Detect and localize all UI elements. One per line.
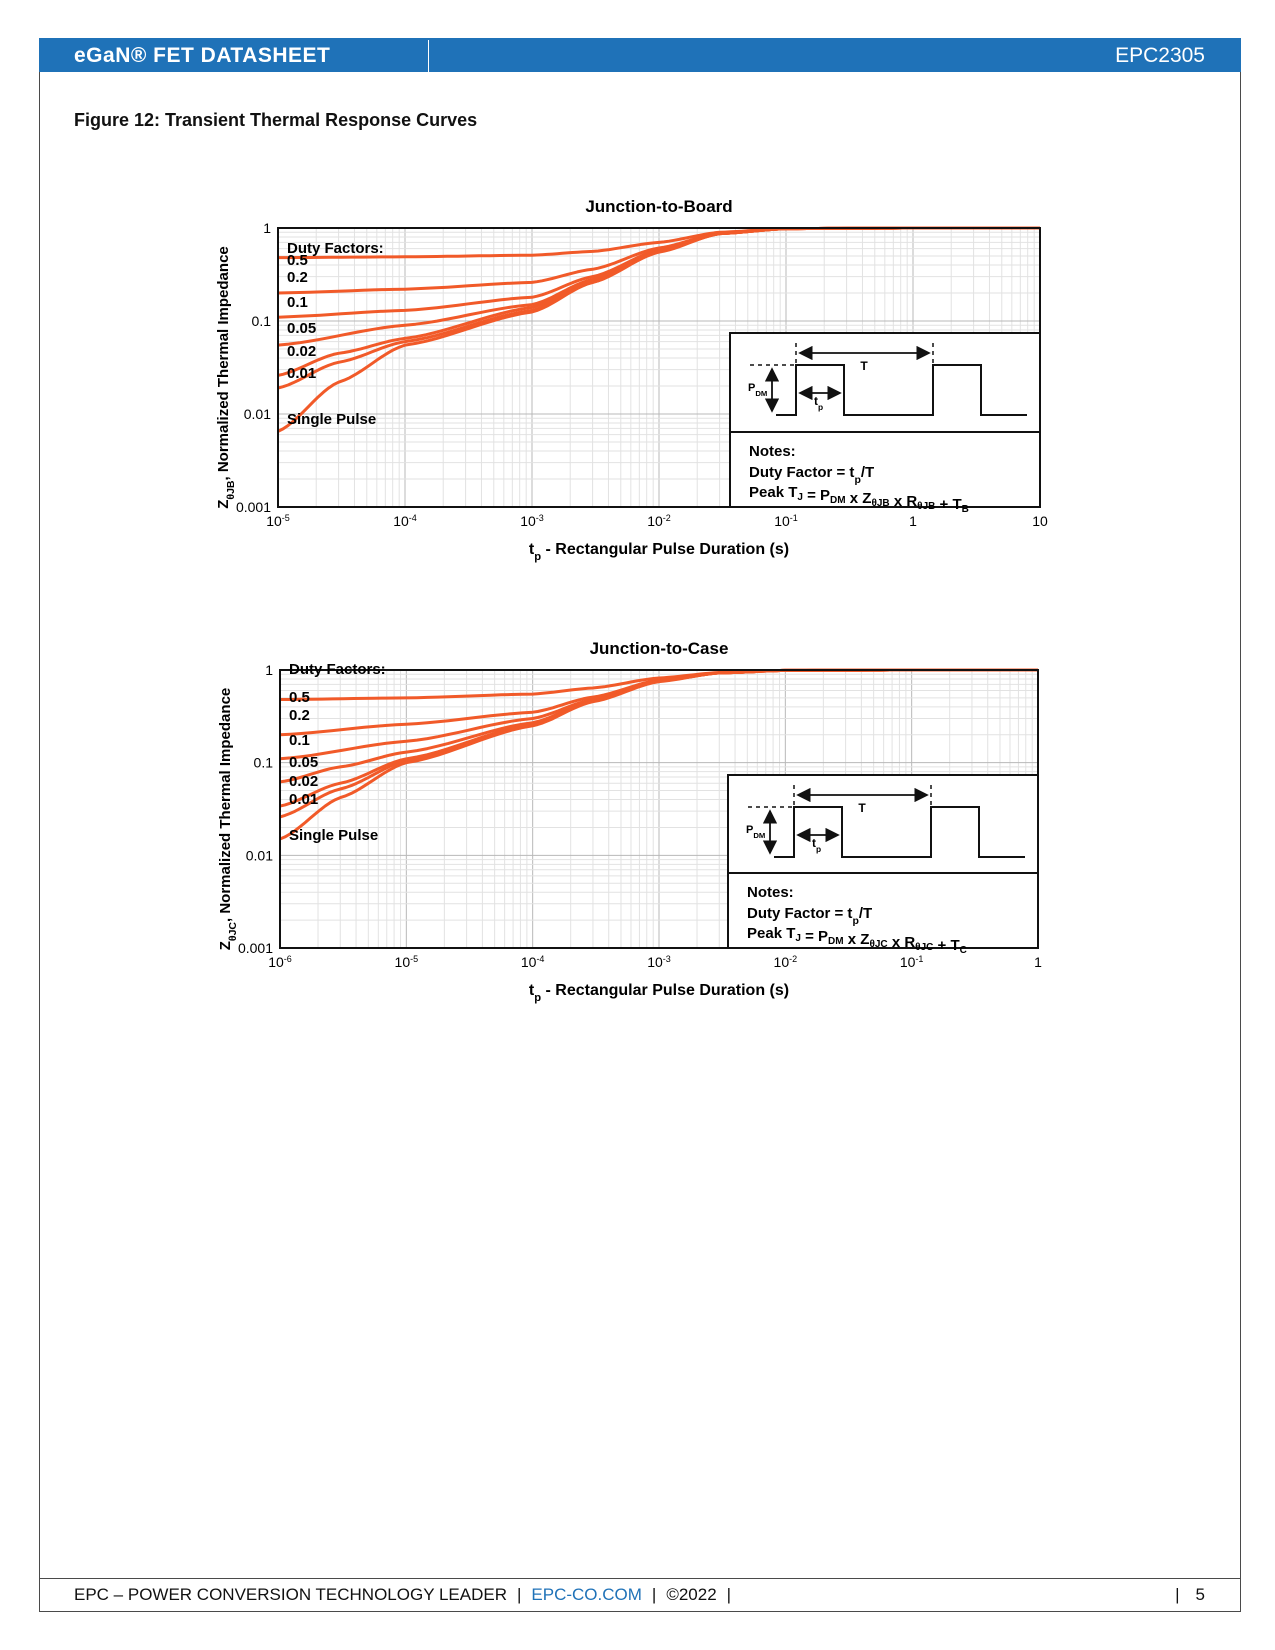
pulse-width-label-sub: p bbox=[816, 844, 822, 854]
peak-note-sub: DM bbox=[828, 936, 844, 947]
peak-note-part: x R bbox=[887, 934, 916, 951]
x-tick-label bbox=[268, 954, 292, 970]
chart-title: Junction-to-Board bbox=[585, 197, 733, 216]
pulse-width-label-sub: p bbox=[818, 402, 824, 412]
peak-note-sub: θJB bbox=[917, 501, 936, 512]
peak-note-part: + T bbox=[935, 496, 962, 513]
legend-heading: Duty Factors: bbox=[287, 240, 384, 257]
peak-note-sub: θJC bbox=[915, 942, 934, 953]
y-tick-label: 1 bbox=[263, 220, 271, 236]
legend-label: 0.5 bbox=[287, 252, 308, 269]
x-tick-base: 10 bbox=[268, 954, 284, 970]
y-tick-label: 0.001 bbox=[237, 940, 273, 956]
pdm-label-sub: DM bbox=[753, 830, 766, 840]
legend-label: 0.02 bbox=[287, 343, 317, 360]
x-tick-base: 1 bbox=[909, 513, 917, 529]
x-tick-exponent: -6 bbox=[283, 954, 292, 964]
x-tick-base: 10 bbox=[520, 954, 537, 970]
datasheet-title: eGaN® FET DATASHEET bbox=[74, 44, 331, 67]
x-tick-exponent: -3 bbox=[535, 513, 544, 523]
period-label: T bbox=[858, 801, 866, 815]
y-axis-label-sub: θJB bbox=[225, 480, 237, 500]
x-tick-base: 1 bbox=[1034, 954, 1042, 970]
page-number-block bbox=[1175, 1585, 1205, 1605]
duty-note-main: Duty Factor = t bbox=[749, 464, 855, 481]
legend-label: 0.1 bbox=[287, 294, 308, 311]
peak-note-part: x R bbox=[889, 493, 918, 510]
x-tick-exponent: -2 bbox=[662, 513, 671, 523]
y-tick-label: 0.1 bbox=[253, 754, 273, 771]
legend-label: 0.2 bbox=[289, 707, 310, 724]
x-tick-label bbox=[900, 954, 924, 970]
x-tick-exponent: -2 bbox=[789, 954, 798, 964]
duty-note-sub: p bbox=[854, 474, 861, 486]
x-tick-exponent: -4 bbox=[536, 954, 545, 964]
x-tick-exponent: -1 bbox=[915, 954, 924, 964]
x-tick-exponent: -1 bbox=[789, 513, 798, 523]
legend-label: 0.1 bbox=[289, 732, 310, 749]
duty-note-sub: p bbox=[852, 915, 859, 927]
legend-label: 0.2 bbox=[287, 269, 308, 286]
x-axis-label-rest: - Rectangular Pulse Duration (s) bbox=[541, 982, 790, 999]
part-number: EPC2305 bbox=[1115, 44, 1205, 67]
pulse-width-label-main: t bbox=[812, 836, 816, 850]
legend-label: 0.01 bbox=[289, 791, 319, 808]
y-axis-label-rest: , Normalized Thermal Impedance bbox=[215, 246, 232, 481]
notes-heading: Notes: bbox=[749, 443, 796, 460]
x-tick-base: 10 bbox=[899, 954, 916, 970]
y-tick-label: 0.1 bbox=[251, 313, 271, 329]
chart-title: Junction-to-Case bbox=[589, 639, 729, 658]
y-tick-label: 0.001 bbox=[235, 499, 271, 515]
legend-label: 0.05 bbox=[287, 320, 317, 337]
peak-note-sub: DM bbox=[830, 495, 846, 506]
y-tick-label: 1 bbox=[265, 662, 273, 678]
figure-title: Figure 12: Transient Thermal Response Curves bbox=[74, 110, 478, 130]
footer-copyright: ©2022 bbox=[666, 1585, 717, 1604]
page-number: 5 bbox=[1195, 1585, 1205, 1604]
legend-label: 0.01 bbox=[287, 365, 317, 382]
x-tick-base: 10 bbox=[266, 513, 282, 529]
y-axis-label-sub: θJC bbox=[227, 921, 239, 942]
x-tick-base: 10 bbox=[647, 954, 663, 970]
peak-note-part: x Z bbox=[845, 490, 872, 507]
x-axis-label bbox=[529, 982, 789, 1004]
peak-note-sub: θJB bbox=[871, 498, 890, 509]
x-tick-label bbox=[647, 954, 671, 970]
x-axis-label-main: t bbox=[528, 982, 535, 999]
pulse-width-label-main: t bbox=[814, 394, 818, 408]
duty-note-rest: /T bbox=[858, 905, 873, 922]
footer-rule bbox=[39, 1578, 1241, 1579]
legend-label: 0.02 bbox=[289, 773, 319, 790]
x-axis-label-sub: p bbox=[534, 551, 542, 563]
legend-label: Single Pulse bbox=[289, 827, 379, 844]
pdm-label-main: P bbox=[748, 382, 756, 394]
footer-separator: | bbox=[1175, 1585, 1180, 1604]
x-tick-base: 10 bbox=[647, 513, 663, 529]
notes-heading: Notes: bbox=[747, 884, 794, 901]
y-axis-label-rest: , Normalized Thermal Impedance bbox=[217, 687, 234, 922]
peak-note-sub: θJC bbox=[869, 939, 888, 950]
x-tick-base: 10 bbox=[774, 513, 790, 529]
y-axis-label bbox=[217, 688, 239, 951]
pdm-label-sub: DM bbox=[755, 388, 768, 398]
peak-note-part: = P bbox=[800, 928, 829, 945]
legend-label: 0.05 bbox=[289, 754, 319, 771]
y-tick-label: 0.01 bbox=[245, 847, 273, 864]
y-axis-label-main: Z bbox=[215, 499, 232, 509]
x-tick-base: 10 bbox=[394, 954, 411, 970]
x-tick-base: 10 bbox=[773, 954, 790, 970]
x-axis-label-rest: - Rectangular Pulse Duration (s) bbox=[541, 541, 790, 558]
x-axis-label-main: t bbox=[528, 541, 535, 558]
duty-note-rest: /T bbox=[860, 464, 875, 481]
y-tick-label: 0.01 bbox=[243, 406, 271, 422]
peak-note-part: x Z bbox=[843, 931, 870, 948]
x-tick-label bbox=[395, 954, 419, 970]
x-tick-exponent: -5 bbox=[281, 513, 290, 523]
peak-note-sub: B bbox=[961, 504, 969, 515]
x-tick-label bbox=[1034, 954, 1042, 970]
footer-separator: | bbox=[726, 1585, 732, 1604]
peak-note-sub: C bbox=[959, 945, 967, 956]
footer-separator: | bbox=[651, 1585, 657, 1604]
footer-company: EPC – POWER CONVERSION TECHNOLOGY LEADER bbox=[74, 1585, 507, 1604]
x-tick-exponent: -3 bbox=[662, 954, 671, 964]
y-axis-label-main: Z bbox=[217, 941, 234, 951]
peak-note-part: Peak T bbox=[747, 925, 796, 942]
peak-note-sub: J bbox=[795, 933, 801, 944]
footer-website-link[interactable]: EPC-CO.COM bbox=[531, 1585, 642, 1604]
x-tick-base: 10 bbox=[1032, 513, 1048, 529]
footer-separator: | bbox=[516, 1585, 522, 1604]
pdm-label-main: P bbox=[746, 824, 754, 836]
x-axis-label-sub: p bbox=[534, 992, 542, 1004]
duty-note-main: Duty Factor = t bbox=[747, 905, 853, 922]
peak-note-part: Peak T bbox=[749, 484, 798, 501]
x-tick-label bbox=[774, 954, 798, 970]
peak-note-sub: J bbox=[797, 492, 803, 503]
x-tick-base: 10 bbox=[520, 513, 536, 529]
peak-note-part: = P bbox=[802, 487, 831, 504]
peak-note-part: + T bbox=[933, 937, 960, 954]
legend-label: 0.5 bbox=[289, 689, 310, 706]
period-label: T bbox=[860, 359, 868, 373]
x-tick-exponent: -4 bbox=[408, 513, 417, 523]
footer bbox=[74, 1585, 741, 1605]
x-tick-exponent: -5 bbox=[410, 954, 419, 964]
inset-frame bbox=[728, 775, 1038, 948]
legend-heading: Duty Factors: bbox=[289, 661, 386, 678]
legend-label: Single Pulse bbox=[287, 411, 377, 428]
x-tick-label bbox=[521, 954, 545, 970]
inset-box bbox=[728, 775, 1038, 956]
x-tick-base: 10 bbox=[393, 513, 409, 529]
